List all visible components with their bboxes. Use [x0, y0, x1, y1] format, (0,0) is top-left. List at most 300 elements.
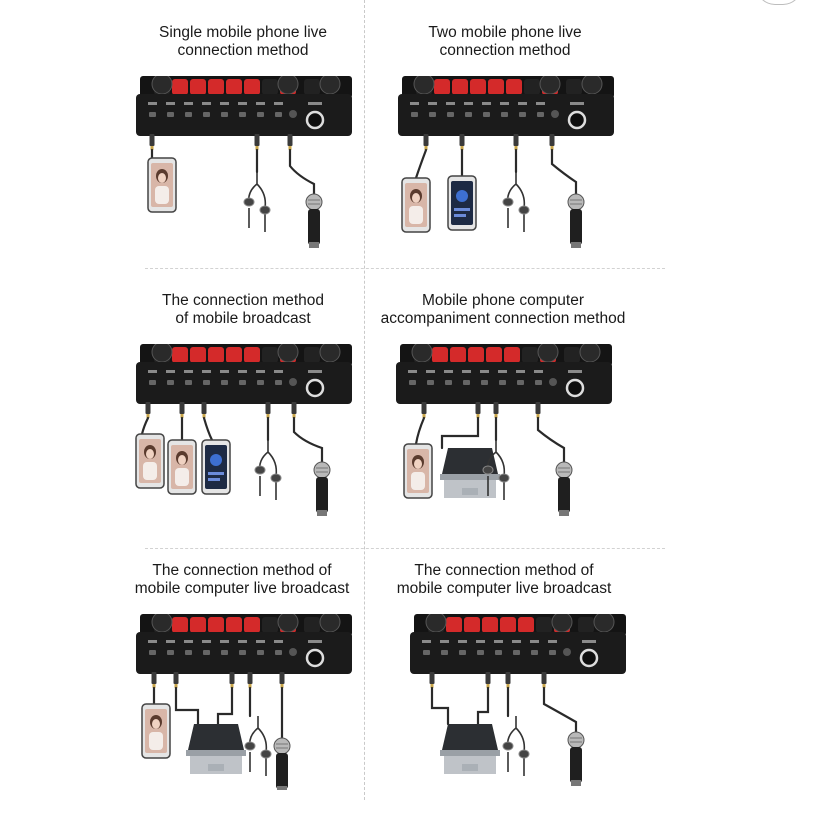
earbud-left	[245, 742, 255, 750]
audio-jack	[549, 378, 557, 386]
port-label	[494, 640, 503, 643]
cable-line	[544, 688, 576, 732]
port-jack	[501, 112, 508, 117]
mixer-large-knob	[278, 76, 298, 94]
mic-body	[276, 753, 288, 789]
cable-plug	[422, 402, 427, 414]
phone-device	[402, 178, 430, 232]
port-label	[238, 370, 247, 373]
panel-title	[122, 562, 362, 598]
port-label	[536, 102, 545, 105]
phone-app-circle	[210, 454, 222, 466]
port-jack	[185, 112, 192, 117]
port-label	[482, 102, 491, 105]
port-label	[202, 102, 211, 105]
phone-portrait-body	[409, 206, 423, 224]
cable-line	[442, 418, 478, 448]
port-label	[274, 640, 283, 643]
cable-line	[290, 150, 314, 194]
port-jack	[149, 380, 156, 385]
port-jack	[275, 112, 282, 117]
port-label	[166, 102, 175, 105]
mixer-knob	[208, 79, 224, 95]
cable-plug	[280, 672, 285, 684]
mixer-knob	[304, 79, 320, 95]
row-divider	[145, 548, 665, 549]
connection-illustration	[380, 76, 630, 252]
port-label	[446, 102, 455, 105]
port-label	[148, 370, 157, 373]
mixer-knob	[450, 347, 466, 363]
cable-plug	[230, 672, 235, 684]
port-label	[464, 102, 473, 105]
port-label	[308, 640, 322, 643]
cable-plug	[430, 672, 435, 684]
panel-title	[380, 24, 630, 60]
port-jack	[531, 650, 538, 655]
mic-head	[568, 732, 584, 748]
laptop-device	[440, 724, 500, 774]
port-jack	[459, 650, 466, 655]
port-label	[462, 370, 471, 373]
mixer-knob	[208, 347, 224, 363]
earphones-device	[503, 716, 529, 776]
phone-app-bar	[454, 214, 466, 217]
cable-plug	[174, 672, 179, 684]
cable-plug	[536, 402, 541, 414]
port-jack	[429, 112, 436, 117]
cable-plug	[255, 134, 260, 146]
mixer-knob	[470, 79, 486, 95]
panel-mobile-computer-broadcast-b	[384, 560, 624, 800]
connection-illustration	[378, 344, 628, 520]
port-jack	[409, 380, 416, 385]
mixer-knob	[226, 347, 242, 363]
mic-input-jack	[307, 650, 323, 666]
port-jack	[423, 650, 430, 655]
panel-title	[118, 24, 368, 60]
port-label	[500, 102, 509, 105]
mic-body	[316, 477, 328, 513]
laptop-trackpad	[208, 764, 224, 771]
port-label	[516, 370, 525, 373]
mixer-large-knob	[320, 344, 340, 362]
port-jack	[463, 380, 470, 385]
laptop-trackpad	[462, 764, 478, 771]
sound-card-mixer	[136, 344, 352, 404]
mic-input-jack	[307, 380, 323, 396]
port-jack	[185, 650, 192, 655]
mixer-knob	[226, 79, 242, 95]
mixer-large-knob	[552, 614, 572, 632]
port-label	[220, 370, 229, 373]
cable-plug	[146, 402, 151, 414]
laptop-hinge	[440, 750, 500, 756]
cable-plug	[486, 672, 491, 684]
port-label	[238, 102, 247, 105]
port-jack	[239, 650, 246, 655]
cable-line	[176, 688, 198, 724]
laptop-screen	[188, 724, 244, 750]
panel-title	[118, 292, 368, 328]
mixer-knob	[564, 347, 580, 363]
panel-title-line1: The connection method of	[414, 562, 594, 579]
port-label	[274, 370, 283, 373]
port-jack	[465, 112, 472, 117]
panel-mobile-broadcast	[118, 290, 368, 530]
panel-title-line2: of mobile broadcast	[175, 310, 311, 327]
phone-portrait-body	[149, 732, 163, 750]
port-label	[570, 102, 584, 105]
mixer-knob	[518, 617, 534, 633]
phone-portrait-face	[178, 455, 186, 465]
cable-line	[552, 150, 576, 194]
sound-card-mixer	[136, 614, 352, 674]
mixer-knob	[578, 617, 594, 633]
mic-head	[568, 194, 584, 210]
cable-plug	[506, 672, 511, 684]
port-jack	[519, 112, 526, 117]
cable-plug	[152, 672, 157, 684]
port-label	[568, 370, 582, 373]
mixer-large-knob	[540, 76, 560, 94]
laptop-trackpad	[462, 488, 478, 495]
mixer-knob	[244, 617, 260, 633]
cable-plug	[248, 672, 253, 684]
mixer-large-knob	[414, 76, 434, 94]
phone-device	[404, 444, 432, 498]
port-jack	[549, 650, 556, 655]
mixer-large-knob	[278, 614, 298, 632]
panel-title-line1: Mobile phone computer	[422, 292, 584, 309]
mic-connector	[571, 242, 581, 248]
mixer-knob	[262, 617, 278, 633]
port-label	[256, 370, 265, 373]
laptop-screen	[442, 724, 498, 750]
port-jack	[537, 112, 544, 117]
panel-title	[368, 292, 638, 328]
mixer-knob	[486, 347, 502, 363]
panel-title-line1: The connection method of	[152, 562, 332, 579]
panel-title-line2: connection method	[177, 42, 309, 59]
port-jack	[411, 112, 418, 117]
phone-app-bar	[208, 472, 224, 475]
port-label	[308, 102, 322, 105]
port-jack	[221, 112, 228, 117]
cable-line	[142, 418, 148, 434]
port-label	[308, 370, 322, 373]
port-label	[184, 370, 193, 373]
mic-input-jack	[307, 112, 323, 128]
phone-screen	[451, 181, 473, 225]
cable-plug	[460, 134, 465, 146]
port-jack	[483, 112, 490, 117]
mixer-knob	[244, 79, 260, 95]
port-jack	[221, 650, 228, 655]
port-jack	[149, 112, 156, 117]
panel-phone-computer-accompaniment	[368, 290, 638, 530]
corner-decoration	[756, 0, 802, 5]
connection-illustration	[392, 614, 642, 790]
cable-plug	[494, 402, 499, 414]
port-jack	[257, 112, 264, 117]
microphone-device	[556, 462, 572, 516]
earphones-device	[245, 716, 271, 776]
connection-illustration	[118, 614, 368, 790]
phone-app-bar	[454, 208, 470, 211]
microphone-device	[274, 738, 290, 790]
port-label	[148, 102, 157, 105]
port-jack	[447, 112, 454, 117]
phone-device	[448, 176, 476, 230]
port-label	[166, 640, 175, 643]
mixer-knob	[468, 347, 484, 363]
panel-title-line1: Two mobile phone live	[428, 24, 582, 41]
panel-title-line2: connection method	[439, 42, 571, 59]
cable-line	[416, 150, 426, 178]
mixer-large-knob	[538, 344, 558, 362]
port-jack	[499, 380, 506, 385]
mic-head	[306, 194, 322, 210]
port-jack	[203, 650, 210, 655]
mixer-large-knob	[152, 344, 172, 362]
port-jack	[185, 380, 192, 385]
cable-line	[204, 418, 212, 440]
mic-connector	[571, 780, 581, 786]
mixer-knob	[172, 347, 188, 363]
port-jack	[257, 650, 264, 655]
port-label	[476, 640, 485, 643]
sound-card-mixer	[410, 614, 626, 674]
port-label	[498, 370, 507, 373]
mixer-knob	[262, 347, 278, 363]
mic-body	[308, 209, 320, 245]
mic-connector	[309, 242, 319, 248]
phone-portrait-body	[411, 472, 425, 490]
mixer-large-knob	[580, 344, 600, 362]
port-label	[444, 370, 453, 373]
mic-body	[570, 747, 582, 783]
port-jack	[513, 650, 520, 655]
cable-plug	[424, 134, 429, 146]
port-label	[530, 640, 539, 643]
port-label	[408, 370, 417, 373]
panel-mobile-computer-broadcast-a	[122, 560, 362, 800]
port-label	[426, 370, 435, 373]
port-jack	[445, 380, 452, 385]
mixer-knob	[524, 79, 540, 95]
cable-line	[432, 688, 448, 724]
port-jack	[275, 380, 282, 385]
phone-device	[168, 440, 196, 494]
earbud-left	[483, 466, 493, 474]
connection-illustration	[118, 76, 368, 252]
port-label	[534, 370, 543, 373]
mixer-knob	[446, 617, 462, 633]
mic-head	[274, 738, 290, 754]
phone-screen	[205, 445, 227, 489]
mixer-knob	[464, 617, 480, 633]
panel-title-line1: Single mobile phone live	[158, 24, 328, 41]
phone-app-circle	[456, 190, 468, 202]
phone-portrait-body	[155, 186, 169, 204]
earbud-left	[255, 466, 265, 474]
mixer-knob	[500, 617, 516, 633]
mixer-large-knob	[152, 614, 172, 632]
port-jack	[517, 380, 524, 385]
port-label	[518, 102, 527, 105]
port-jack	[275, 650, 282, 655]
mixer-knob	[208, 617, 224, 633]
mic-head	[314, 462, 330, 478]
cable-plug	[292, 402, 297, 414]
earbud-left	[503, 742, 513, 750]
mic-body	[558, 477, 570, 513]
sound-card-mixer	[396, 344, 612, 404]
port-label	[274, 102, 283, 105]
panel-two-phones	[380, 22, 630, 262]
earbud-right	[261, 750, 271, 758]
earbud-right	[260, 206, 270, 214]
microphone-device	[568, 732, 584, 786]
earphones-device	[503, 172, 529, 232]
port-label	[148, 640, 157, 643]
row-divider	[145, 268, 665, 269]
phone-portrait-face	[146, 449, 154, 459]
cable-plug	[542, 672, 547, 684]
mixer-knob	[304, 347, 320, 363]
mixer-knob	[190, 617, 206, 633]
port-jack	[535, 380, 542, 385]
mixer-large-knob	[320, 76, 340, 94]
port-label	[184, 640, 193, 643]
mixer-knob	[522, 347, 538, 363]
panel-title-line2: accompaniment connection method	[380, 310, 626, 327]
panel-single-phone	[118, 22, 368, 262]
port-jack	[167, 112, 174, 117]
port-label	[410, 102, 419, 105]
microphone-device	[306, 194, 322, 248]
port-label	[480, 370, 489, 373]
audio-jack	[289, 378, 297, 386]
mixer-knob	[452, 79, 468, 95]
mixer-large-knob	[412, 344, 432, 362]
port-label	[422, 640, 431, 643]
audio-jack	[289, 648, 297, 656]
panel-title	[384, 562, 624, 598]
microphone-device	[568, 194, 584, 248]
port-label	[512, 640, 521, 643]
sound-card-mixer	[136, 76, 352, 136]
mixer-knob	[432, 347, 448, 363]
mixer-knob	[504, 347, 520, 363]
cable-plug	[550, 134, 555, 146]
phone-app-bar	[208, 478, 220, 481]
mixer-knob	[244, 347, 260, 363]
port-label	[238, 640, 247, 643]
panel-title-line2: mobile computer live broadcast	[396, 580, 612, 597]
mixer-knob	[190, 347, 206, 363]
phone-device	[148, 158, 176, 212]
cable-plug	[266, 402, 271, 414]
cable-plug	[150, 134, 155, 146]
mixer-large-knob	[582, 76, 602, 94]
port-jack	[495, 650, 502, 655]
mic-input-jack	[569, 112, 585, 128]
port-jack	[203, 112, 210, 117]
mixer-knob	[172, 617, 188, 633]
port-jack	[167, 380, 174, 385]
port-jack	[441, 650, 448, 655]
cable-plug	[180, 402, 185, 414]
port-jack	[477, 650, 484, 655]
port-jack	[257, 380, 264, 385]
port-label	[458, 640, 467, 643]
mic-connector	[277, 786, 287, 790]
mixer-large-knob	[426, 614, 446, 632]
port-jack	[427, 380, 434, 385]
panel-title-line2: mobile computer live broadcast	[134, 580, 350, 597]
phone-portrait-body	[175, 468, 189, 486]
earbud-right	[271, 474, 281, 482]
mixer-large-knob	[278, 344, 298, 362]
port-jack	[149, 650, 156, 655]
phone-portrait-face	[152, 719, 160, 729]
connection-illustration	[118, 344, 368, 520]
mic-connector	[317, 510, 327, 516]
audio-jack	[563, 648, 571, 656]
mixer-knob	[190, 79, 206, 95]
sound-card-mixer	[398, 76, 614, 136]
cable-line	[416, 418, 424, 444]
cable-line	[294, 418, 322, 462]
mixer-large-knob	[320, 614, 340, 632]
panel-title-line1: The connection method	[162, 292, 324, 309]
port-label	[220, 102, 229, 105]
earbud-left	[503, 198, 513, 206]
mic-input-jack	[581, 650, 597, 666]
earphones-device	[255, 440, 281, 500]
cable-plug	[514, 134, 519, 146]
phone-portrait-face	[158, 173, 166, 183]
earbud-right	[519, 750, 529, 758]
mixer-knob	[482, 617, 498, 633]
port-label	[166, 370, 175, 373]
earphones-device	[244, 172, 270, 232]
mic-connector	[559, 510, 569, 516]
port-jack	[167, 650, 174, 655]
phone-portrait-face	[414, 459, 422, 469]
mixer-large-knob	[152, 76, 172, 94]
port-label	[582, 640, 596, 643]
port-label	[256, 640, 265, 643]
cable-plug	[202, 402, 207, 414]
audio-jack	[551, 110, 559, 118]
mixer-knob	[536, 617, 552, 633]
mixer-knob	[488, 79, 504, 95]
port-label	[184, 102, 193, 105]
phone-device	[142, 704, 170, 758]
port-label	[548, 640, 557, 643]
phone-portrait-face	[412, 193, 420, 203]
cable-line	[478, 688, 488, 724]
mic-body	[570, 209, 582, 245]
cable-plug	[476, 402, 481, 414]
mixer-knob	[434, 79, 450, 95]
port-jack	[221, 380, 228, 385]
mixer-knob	[566, 79, 582, 95]
port-jack	[239, 112, 246, 117]
